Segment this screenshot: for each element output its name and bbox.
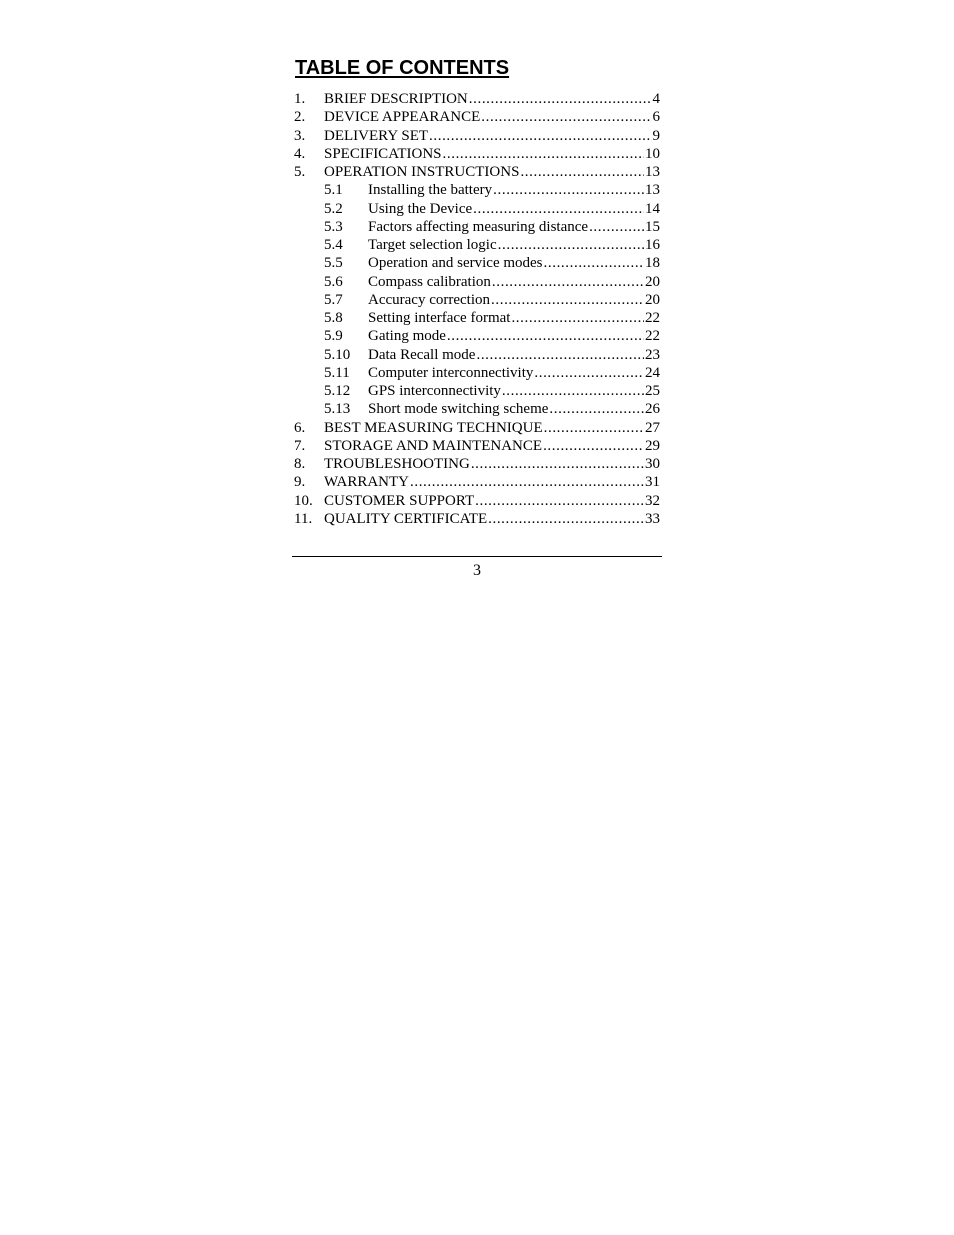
toc-dot-leader xyxy=(493,181,644,199)
toc-entry[interactable] xyxy=(294,145,660,163)
toc-dot-leader xyxy=(502,382,644,400)
toc-subentry[interactable] xyxy=(294,181,660,199)
toc-entry-title: Compass calibration xyxy=(368,273,491,290)
toc-entry-title: Operation and service modes xyxy=(368,255,543,272)
toc-entry-page: 9 xyxy=(652,127,660,144)
toc-entry-number: 2. xyxy=(294,109,306,126)
toc-entry-page: 26 xyxy=(645,401,660,418)
toc-dot-leader xyxy=(534,364,644,382)
toc-subentry[interactable] xyxy=(294,364,660,382)
toc-entry-title: BRIEF DESCRIPTION xyxy=(324,91,468,107)
toc-entry-page: 4 xyxy=(652,91,660,107)
toc-entry-number: 5.13 xyxy=(324,401,351,418)
toc-subentry[interactable] xyxy=(294,382,660,400)
toc-entry-title: DELIVERY SET xyxy=(324,127,429,144)
toc-entry-number: 5.4 xyxy=(324,237,343,253)
toc-entry-page: 27 xyxy=(645,419,660,436)
toc-entry-title: Gating mode xyxy=(368,328,446,345)
toc-dot-leader xyxy=(589,218,644,236)
toc-entry-page: 20 xyxy=(645,291,660,308)
toc-entry-title: QUALITY CERTIFICATE xyxy=(324,510,488,527)
toc-entry-page: 24 xyxy=(645,364,660,381)
toc-entry[interactable] xyxy=(294,419,660,437)
toc-entry-page: 16 xyxy=(645,237,660,253)
toc-subentry[interactable] xyxy=(294,400,660,418)
toc-entry-title: OPERATION INSTRUCTIONS xyxy=(324,164,520,180)
toc-entry-title: STORAGE AND MAINTENANCE xyxy=(324,437,543,454)
table-of-contents xyxy=(294,90,660,528)
toc-entry-title: WARRANTY xyxy=(324,474,409,491)
toc-entry[interactable] xyxy=(294,127,660,145)
toc-entry-number: 10. xyxy=(294,492,313,509)
toc-entry-number: 5.6 xyxy=(324,273,343,290)
toc-entry-title: Target selection logic xyxy=(368,237,497,253)
toc-entry-page: 13 xyxy=(645,164,660,180)
toc-dot-leader xyxy=(481,108,651,126)
page-number: 3 xyxy=(473,562,481,579)
toc-subentry[interactable] xyxy=(294,236,660,254)
toc-entry-title: Factors affecting measuring distance xyxy=(368,218,589,235)
toc-dot-leader xyxy=(544,254,644,272)
toc-dot-leader xyxy=(429,127,651,145)
toc-entry-number: 5.2 xyxy=(324,200,343,217)
toc-dot-leader xyxy=(410,473,644,491)
toc-entry-title: Installing the battery xyxy=(368,182,493,199)
toc-dot-leader xyxy=(544,419,644,437)
toc-dot-leader xyxy=(543,437,644,455)
toc-entry-number: 3. xyxy=(294,127,306,144)
toc-entry-number: 5.10 xyxy=(324,346,351,363)
toc-subentry[interactable] xyxy=(294,346,660,364)
toc-subentry[interactable] xyxy=(294,218,660,236)
toc-dot-leader xyxy=(498,236,644,254)
toc-dot-leader xyxy=(549,400,644,418)
toc-entry-number: 6. xyxy=(294,419,306,436)
toc-entry-title: Accuracy correction xyxy=(368,291,491,308)
toc-entry[interactable] xyxy=(294,455,660,473)
toc-entry-title: Short mode switching scheme xyxy=(368,401,549,418)
toc-entry-page: 22 xyxy=(645,310,660,326)
toc-entry[interactable] xyxy=(294,163,660,181)
toc-entry-number: 1. xyxy=(294,91,306,107)
toc-entry-page: 6 xyxy=(652,109,660,126)
toc-subentry[interactable] xyxy=(294,291,660,309)
toc-entry-number: 5.5 xyxy=(324,255,343,272)
toc-dot-leader xyxy=(492,273,644,291)
toc-entry-number: 5.12 xyxy=(324,383,351,399)
toc-entry-title: TROUBLESHOOTING xyxy=(324,456,470,472)
toc-entry-number: 5.7 xyxy=(324,291,343,308)
toc-dot-leader xyxy=(511,309,644,327)
toc-entry[interactable] xyxy=(294,437,660,455)
toc-entry-title: Setting interface format xyxy=(368,310,511,326)
toc-entry-number: 8. xyxy=(294,456,306,472)
toc-subentry[interactable] xyxy=(294,327,660,345)
toc-entry-number: 9. xyxy=(294,474,306,491)
toc-dot-leader xyxy=(443,145,644,163)
toc-dot-leader xyxy=(473,200,644,218)
toc-entry-page: 25 xyxy=(645,383,660,399)
toc-entry-number: 5.8 xyxy=(324,310,343,326)
toc-entry-page: 33 xyxy=(645,510,660,527)
toc-entry[interactable] xyxy=(294,492,660,510)
toc-entry-page: 10 xyxy=(645,145,660,162)
toc-entry[interactable] xyxy=(294,473,660,491)
toc-entry-page: 13 xyxy=(645,182,660,199)
toc-entry-page: 30 xyxy=(645,456,660,472)
toc-entry-page: 32 xyxy=(645,492,660,509)
toc-entry-page: 22 xyxy=(645,328,660,345)
toc-dot-leader xyxy=(520,163,644,181)
footer-divider xyxy=(292,556,662,557)
page-title: TABLE OF CONTENTS xyxy=(295,57,510,79)
toc-entry-title: Computer interconnectivity xyxy=(368,364,534,381)
toc-entry-number: 4. xyxy=(294,145,306,162)
toc-entry-number: 7. xyxy=(294,437,306,454)
toc-entry-number: 5.1 xyxy=(324,182,343,199)
toc-dot-leader xyxy=(469,90,652,108)
toc-entry-page: 20 xyxy=(645,273,660,290)
toc-entry-number: 11. xyxy=(294,510,313,527)
toc-dot-leader xyxy=(475,492,644,510)
toc-dot-leader xyxy=(476,346,644,364)
toc-dot-leader xyxy=(491,291,644,309)
toc-entry-title: DEVICE APPEARANCE xyxy=(324,109,481,126)
toc-entry-number: 5.9 xyxy=(324,328,343,345)
toc-subentry[interactable] xyxy=(294,254,660,272)
toc-entry-number: 5. xyxy=(294,164,306,180)
toc-entry-page: 15 xyxy=(645,218,660,235)
toc-dot-leader xyxy=(471,455,644,473)
toc-entry[interactable] xyxy=(294,90,660,108)
toc-entry-title: SPECIFICATIONS xyxy=(324,145,442,162)
toc-entry[interactable] xyxy=(294,108,660,126)
toc-entry-title: Data Recall mode xyxy=(368,346,476,363)
toc-entry-page: 18 xyxy=(645,255,660,272)
toc-entry-number: 5.3 xyxy=(324,218,343,235)
toc-entry-page: 23 xyxy=(645,346,660,363)
toc-entry-number: 5.11 xyxy=(324,364,350,381)
toc-entry-page: 29 xyxy=(645,437,660,454)
toc-dot-leader xyxy=(488,510,644,528)
toc-dot-leader xyxy=(447,327,644,345)
toc-entry-title: Using the Device xyxy=(368,200,473,217)
toc-entry[interactable] xyxy=(294,510,660,528)
toc-subentry[interactable] xyxy=(294,200,660,218)
toc-entry-title: BEST MEASURING TECHNIQUE xyxy=(324,419,543,436)
toc-subentry[interactable] xyxy=(294,309,660,327)
toc-entry-page: 31 xyxy=(645,474,660,491)
toc-entry-title: CUSTOMER SUPPORT xyxy=(324,492,475,509)
toc-entry-title: GPS interconnectivity xyxy=(368,383,501,399)
toc-subentry[interactable] xyxy=(294,273,660,291)
toc-entry-page: 14 xyxy=(645,200,660,217)
